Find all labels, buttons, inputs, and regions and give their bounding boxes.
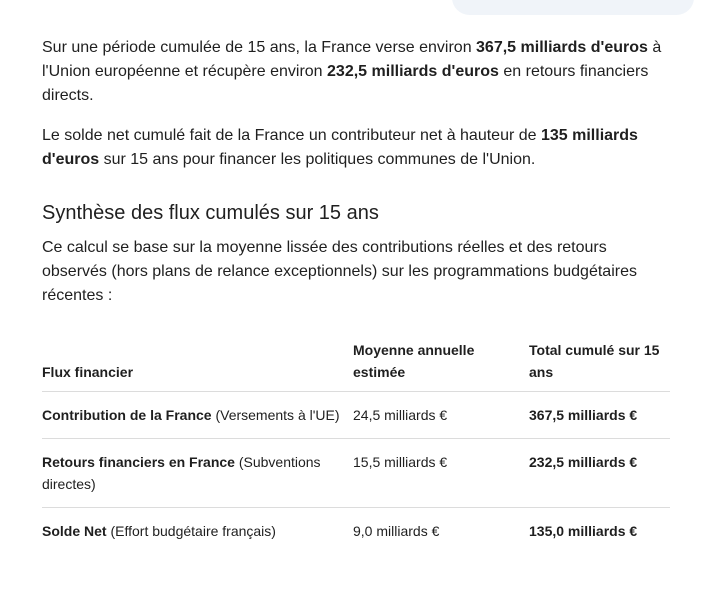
bold-amount: 367,5 milliards d'euros xyxy=(476,39,648,56)
text: Sur une période cumulée de 15 ans, la France verse environ xyxy=(42,39,477,56)
table-cell xyxy=(42,392,353,439)
summary-paragraph-1 xyxy=(42,36,682,108)
table-row xyxy=(42,508,670,555)
table-header-row xyxy=(42,339,670,392)
text: en retours financiers directs. xyxy=(42,63,649,104)
table-cell xyxy=(529,508,670,555)
text: à l'Union européenne et récupère environ xyxy=(42,39,662,80)
table-cell xyxy=(42,508,353,555)
table-cell: 24,5 milliards € xyxy=(353,392,529,439)
row-total: 135,0 milliards € xyxy=(529,523,638,539)
table-cell xyxy=(42,439,353,508)
column-header: Flux financier xyxy=(42,364,134,380)
bold-amount: 135 milliards d'euros xyxy=(42,127,638,168)
section-description: Ce calcul se base sur la moyenne lissée des contributions réelles et des retours observés (hors plans de relance exceptionnels) sur les programmations budgétaires récentes : xyxy=(42,239,637,304)
row-detail: (Effort budgétaire français) xyxy=(106,523,276,539)
row-label: Retours financiers en France xyxy=(42,454,235,470)
table-cell: 9,0 milliards € xyxy=(353,508,529,555)
row-total: 232,5 milliards € xyxy=(529,454,638,470)
text: sur 15 ans pour financer les politiques communes de l'Union. xyxy=(99,151,536,168)
row-total: 367,5 milliards € xyxy=(529,407,638,423)
section-heading: Synthèse des flux cumulés sur 15 ans xyxy=(42,202,379,224)
column-header: Moyenne annuelle estimée xyxy=(353,342,475,380)
flux-table xyxy=(42,339,670,554)
row-detail: (Subventions directes) xyxy=(42,454,321,492)
row-label: Contribution de la France xyxy=(42,407,212,423)
table-cell xyxy=(529,439,670,508)
table-cell xyxy=(529,392,670,439)
table-row xyxy=(42,439,670,508)
table-cell: 15,5 milliards € xyxy=(353,439,529,508)
bold-amount: 232,5 milliards d'euros xyxy=(327,63,499,80)
row-label: Solde Net xyxy=(42,523,107,539)
table-row xyxy=(42,392,670,439)
row-detail: (Versements à l'UE) xyxy=(211,407,340,423)
column-header: Total cumulé sur 15 ans xyxy=(529,342,660,380)
response-content xyxy=(42,36,682,539)
user-message-bubble xyxy=(452,0,694,15)
summary-paragraph-2 xyxy=(42,124,682,172)
text: Le solde net cumulé fait de la France un contributeur net à hauteur de xyxy=(42,127,541,144)
